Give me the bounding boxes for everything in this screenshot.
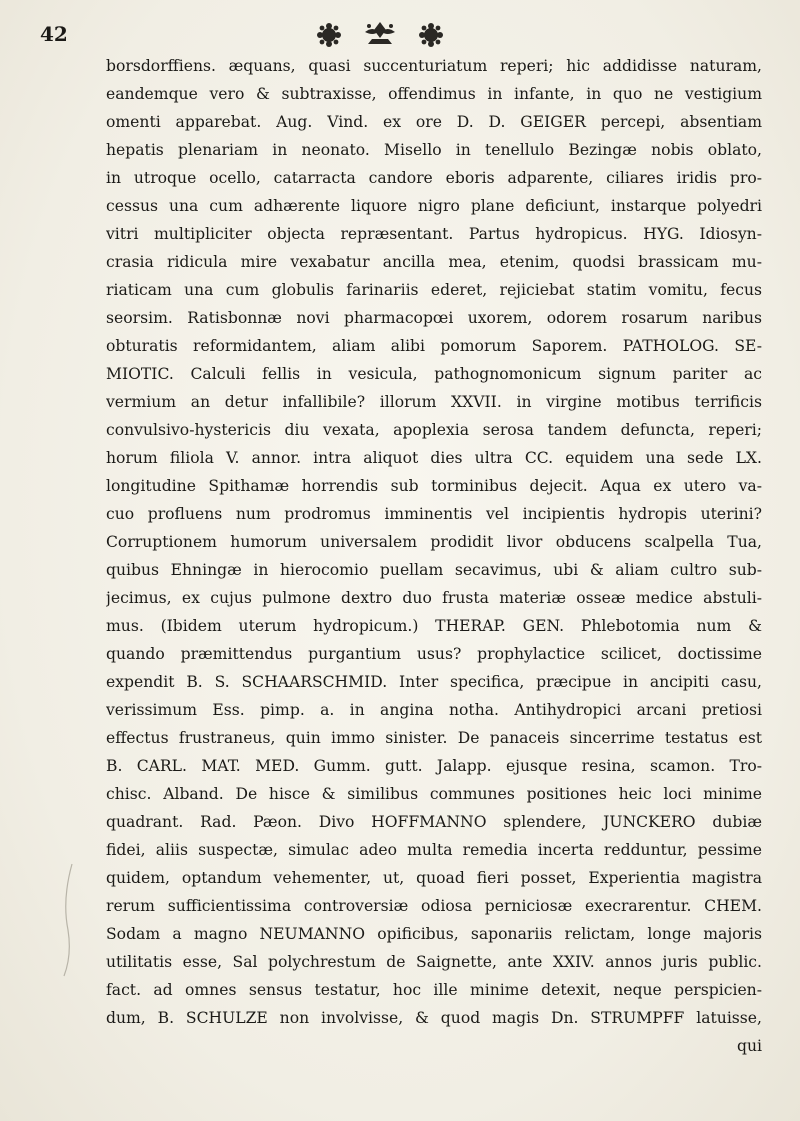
text-line: longitudine Spithamæ horrendis sub torminibus dejecit. Aqua ex utero va- <box>106 477 762 495</box>
text-line: quidem, optandum vehementer, ut, quoad fieri posset, Experientia magistra <box>106 869 762 887</box>
text-line: expendit B. S. SCHAARSCHMID. Inter specifica, præcipue in ancipiti casu, <box>106 673 762 691</box>
text-line: effectus frustraneus, quin immo sinister. De panaceis sincerrime testatus est <box>106 729 762 747</box>
text-line: fact. ad omnes sensus testatur, hoc ille minime detexit, neque perspicien- <box>106 981 762 999</box>
page-number: 42 <box>40 22 68 46</box>
page-header <box>40 18 760 52</box>
text-line: obturatis reformidantem, aliam alibi pomorum Saporem. PATHOLOG. SE- <box>106 337 762 355</box>
text-line: quando præmittendus purgantium usus? prophylactice scilicet, doctissime <box>106 645 762 663</box>
text-line: eandemque vero & subtraxisse, offendimus in infante, in quo ne vestigium <box>106 85 762 103</box>
text-line: omenti apparebat. Aug. Vind. ex ore D. D. GEIGER percepi, absentiam <box>106 113 762 131</box>
text-line: seorsim. Ratisbonnæ novi pharmacopœi uxorem, odorem rosarum naribus <box>106 309 762 327</box>
text-line: crasia ridicula mire vexabatur ancilla mea, etenim, quodsi brassicam mu- <box>106 253 762 271</box>
text-line: quadrant. Rad. Pæon. Divo HOFFMANNO splendere, JUNCKERO dubiæ <box>106 813 762 831</box>
text-line: dum, B. SCHULZE non involvisse, & quod magis Dn. STRUMPFF latuisse, <box>106 1009 762 1027</box>
text-line: riaticam una cum globulis farinariis ederet, rejiciebat statim vomitu, fecus <box>106 281 762 299</box>
text-line: horum filiola V. annor. intra aliquot dies ultra CC. equidem una sede LX. <box>106 449 762 467</box>
text-line: quibus Ehningæ in hierocomio puellam secavimus, ubi & aliam cultro sub- <box>106 561 762 579</box>
text-line: chisc. Alband. De hisce & similibus communes positiones heic loci minime <box>106 785 762 803</box>
text-line: cuo profluens num prodromus imminentis vel incipientis hydropis uterini? <box>106 505 762 523</box>
text-line: MIOTIC. Calculi fellis in vesicula, pathognomonicum signum pariter ac <box>106 365 762 383</box>
text-line: vermium an detur infallibile? illorum XXVII. in virgine motibus terrificis <box>106 393 762 411</box>
text-line: Sodam a magno NEUMANNO opificibus, saponariis relictam, longe majoris <box>106 925 762 943</box>
text-line: hepatis plenariam in neonato. Misello in tenellulo Bezingæ nobis oblato, <box>106 141 762 159</box>
text-line: in utroque ocello, catarracta candore eboris adparente, ciliares iridis pro- <box>106 169 762 187</box>
catchword: qui <box>736 1037 762 1055</box>
text-line: borsdorffiens. æquans, quasi succenturiatum reperi; hic addidisse naturam, <box>106 57 762 75</box>
body-text <box>106 52 762 1060</box>
pencil-margin-mark-icon <box>54 860 84 980</box>
text-line: verissimum Ess. pimp. a. in angina notha. Antihydropici arcani pretiosi <box>106 701 762 719</box>
text-line: rerum sufficientissima controversiæ odiosa perniciosæ execrarentur. CHEM. <box>106 897 762 915</box>
text-line: convulsivo-hystericis diu vexata, apoplexia serosa tandem defuncta, reperi; <box>106 421 762 439</box>
text-line: vitri multipliciter objecta repræsentant. Partus hydropicus. HYG. Idiosyn- <box>106 225 762 243</box>
text-line: B. CARL. MAT. MED. Gumm. gutt. Jalapp. ejusque resina, scamon. Tro- <box>106 757 762 775</box>
fleuron-ornament-icon <box>295 18 465 52</box>
text-line: utilitatis esse, Sal polychrestum de Saignette, ante XXIV. annos juris public. <box>106 953 762 971</box>
text-line: cessus una cum adhærente liquore nigro plane deficiunt, instarque polyedri <box>106 197 762 215</box>
text-line: mus. (Ibidem uterum hydropicum.) THERAP. GEN. Phlebotomia num & <box>106 617 762 635</box>
text-line: fidei, aliis suspectæ, simulac adeo multa remedia incerta redduntur, pessime <box>106 841 762 859</box>
text-line: jecimus, ex cujus pulmone dextro duo frusta materiæ osseæ medice abstuli- <box>106 589 762 607</box>
text-line: Corruptionem humorum universalem prodidit livor obducens scalpella Tua, <box>106 533 762 551</box>
